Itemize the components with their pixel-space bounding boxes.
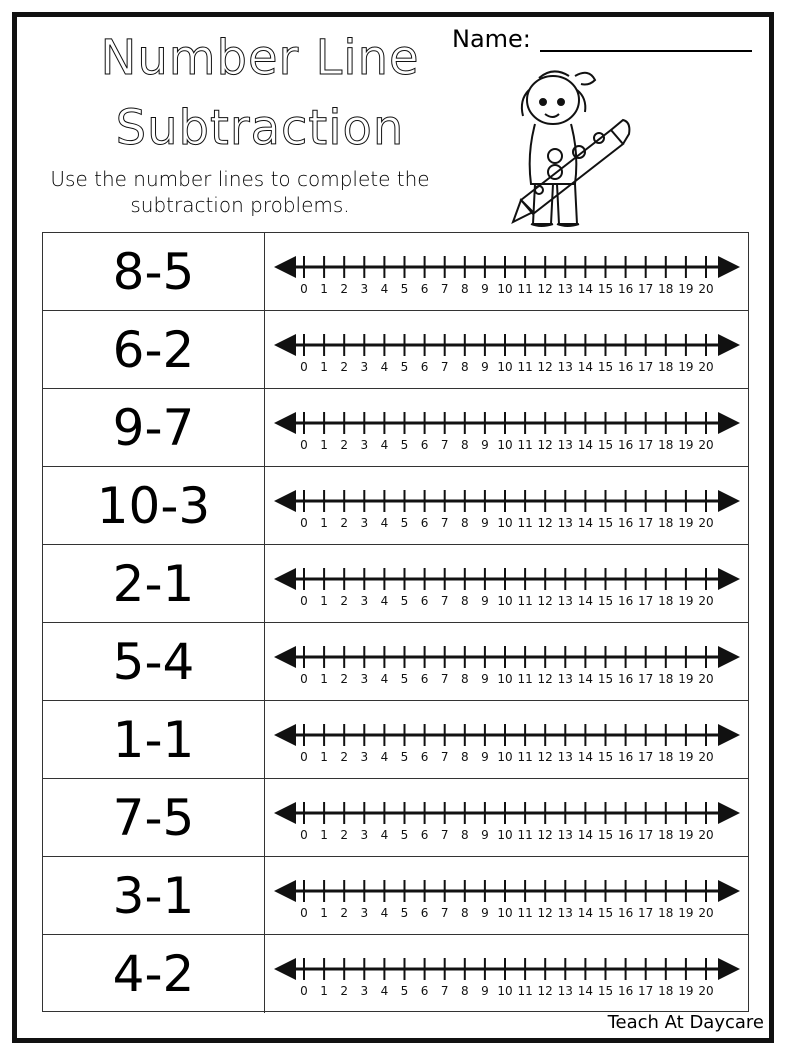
number-line-tick-label: 12 bbox=[537, 672, 553, 686]
number-line-tick-label: 6 bbox=[420, 984, 429, 998]
problem-row bbox=[43, 545, 748, 623]
number-line-tick-label: 20 bbox=[698, 282, 714, 296]
problems-table bbox=[42, 232, 749, 1012]
number-line-tick-label: 8 bbox=[460, 984, 469, 998]
number-line-tick-label: 17 bbox=[638, 282, 654, 296]
number-line-tick-label: 6 bbox=[420, 594, 429, 608]
number-line-tick-label: 13 bbox=[557, 906, 573, 920]
number-line-tick-label: 16 bbox=[617, 750, 634, 764]
number-line-tick-label: 12 bbox=[537, 594, 553, 608]
number-line-tick-label: 12 bbox=[537, 906, 553, 920]
number-line-tick-label: 5 bbox=[400, 828, 409, 842]
number-line-tick-label: 19 bbox=[678, 282, 694, 296]
number-line-tick-label: 1 bbox=[320, 672, 328, 686]
number-line-tick-label: 7 bbox=[440, 360, 449, 374]
instructions: Use the number lines to complete the subtraction problems. bbox=[50, 167, 430, 217]
number-line-tick-label: 4 bbox=[380, 672, 389, 686]
number-line[interactable] bbox=[266, 311, 748, 388]
number-line-tick-label: 8 bbox=[460, 906, 469, 920]
problem-text: 1-1 bbox=[43, 701, 265, 778]
number-line-tick-label: 0 bbox=[300, 438, 308, 452]
number-line-tick-label: 2 bbox=[340, 594, 349, 608]
number-line-tick-label: 3 bbox=[360, 750, 369, 764]
number-line-tick-label: 20 bbox=[698, 516, 714, 530]
number-line-tick-label: 19 bbox=[678, 360, 694, 374]
number-line[interactable] bbox=[266, 467, 748, 544]
right-arrow-icon bbox=[718, 256, 740, 278]
problem-text: 3-1 bbox=[43, 857, 265, 934]
number-line-tick-label: 4 bbox=[380, 906, 389, 920]
number-line-tick-label: 7 bbox=[440, 906, 449, 920]
number-line-tick-label: 1 bbox=[320, 984, 328, 998]
number-line-tick-label: 14 bbox=[577, 282, 594, 296]
number-line-tick-label: 4 bbox=[380, 516, 389, 530]
number-line-tick-label: 18 bbox=[658, 750, 674, 764]
number-line-tick-label: 14 bbox=[577, 360, 594, 374]
number-line-tick-label: 15 bbox=[597, 360, 614, 374]
number-line-tick-label: 4 bbox=[380, 438, 389, 452]
number-line-tick-label: 5 bbox=[400, 516, 409, 530]
number-line-tick-label: 20 bbox=[698, 906, 714, 920]
left-arrow-icon bbox=[274, 490, 296, 512]
number-line-tick-label: 12 bbox=[537, 984, 553, 998]
number-line-tick-label: 16 bbox=[617, 906, 634, 920]
right-arrow-icon bbox=[718, 646, 740, 668]
number-line-tick-label: 20 bbox=[698, 594, 714, 608]
number-line-tick-label: 19 bbox=[678, 516, 694, 530]
number-line-tick-label: 8 bbox=[460, 828, 469, 842]
number-line-tick-label: 19 bbox=[678, 906, 694, 920]
number-line-tick-label: 7 bbox=[440, 672, 449, 686]
number-line-tick-label: 3 bbox=[360, 594, 369, 608]
number-line-tick-label: 13 bbox=[557, 594, 573, 608]
number-line-tick-label: 19 bbox=[678, 594, 694, 608]
number-line-tick-label: 16 bbox=[617, 360, 634, 374]
number-line-tick-label: 20 bbox=[698, 672, 714, 686]
number-line-tick-label: 11 bbox=[517, 594, 533, 608]
left-arrow-icon bbox=[274, 958, 296, 980]
number-line-tick-label: 14 bbox=[577, 594, 594, 608]
number-line-tick-label: 0 bbox=[300, 984, 308, 998]
number-line-tick-label: 4 bbox=[380, 750, 389, 764]
problem-row bbox=[43, 935, 748, 1013]
number-line-tick-label: 1 bbox=[320, 828, 328, 842]
left-arrow-icon bbox=[274, 568, 296, 590]
problem-row bbox=[43, 857, 748, 935]
number-line-tick-label: 1 bbox=[320, 906, 328, 920]
number-line-tick-label: 10 bbox=[497, 984, 513, 998]
problem-row bbox=[43, 467, 748, 545]
problem-text: 7-5 bbox=[43, 779, 265, 856]
number-line-tick-label: 19 bbox=[678, 828, 694, 842]
number-line-tick-label: 4 bbox=[380, 594, 389, 608]
number-line-tick-label: 2 bbox=[340, 516, 349, 530]
number-line-tick-label: 14 bbox=[577, 828, 594, 842]
number-line-tick-label: 5 bbox=[400, 594, 409, 608]
number-line-tick-label: 11 bbox=[517, 750, 533, 764]
left-arrow-icon bbox=[274, 880, 296, 902]
number-line-tick-label: 5 bbox=[400, 750, 409, 764]
number-line-tick-label: 16 bbox=[617, 516, 634, 530]
number-line-tick-label: 12 bbox=[537, 516, 553, 530]
problem-row bbox=[43, 623, 748, 701]
title-line-1: Number Line bbox=[100, 30, 420, 86]
problem-row bbox=[43, 779, 748, 857]
number-line-tick-label: 20 bbox=[698, 360, 714, 374]
number-line-tick-label: 5 bbox=[400, 984, 409, 998]
number-line-tick-label: 20 bbox=[698, 984, 714, 998]
number-line-tick-label: 17 bbox=[638, 438, 654, 452]
number-line-tick-label: 2 bbox=[340, 750, 349, 764]
number-line-tick-label: 6 bbox=[420, 828, 429, 842]
number-line-tick-label: 14 bbox=[577, 438, 594, 452]
problem-text: 9-7 bbox=[43, 389, 265, 466]
number-line-tick-label: 17 bbox=[638, 594, 654, 608]
number-line-tick-label: 9 bbox=[481, 750, 489, 764]
number-line-tick-label: 10 bbox=[497, 516, 513, 530]
right-arrow-icon bbox=[718, 568, 740, 590]
number-line-tick-label: 17 bbox=[638, 672, 654, 686]
left-arrow-icon bbox=[274, 334, 296, 356]
number-line-tick-label: 1 bbox=[320, 750, 328, 764]
number-line-tick-label: 4 bbox=[380, 360, 389, 374]
number-line-tick-label: 7 bbox=[440, 750, 449, 764]
number-line-tick-label: 2 bbox=[340, 984, 349, 998]
number-line[interactable] bbox=[266, 389, 748, 466]
number-line-tick-label: 14 bbox=[577, 750, 594, 764]
number-line-tick-label: 9 bbox=[481, 984, 489, 998]
number-line-tick-label: 6 bbox=[420, 672, 429, 686]
number-line-tick-label: 11 bbox=[517, 672, 533, 686]
number-line-tick-label: 1 bbox=[320, 360, 328, 374]
number-line-tick-label: 2 bbox=[340, 438, 349, 452]
number-line-tick-label: 13 bbox=[557, 984, 573, 998]
number-line-tick-label: 5 bbox=[400, 282, 409, 296]
number-line-tick-label: 3 bbox=[360, 984, 369, 998]
number-line-tick-label: 3 bbox=[360, 828, 369, 842]
number-line-tick-label: 10 bbox=[497, 438, 513, 452]
number-line-tick-label: 11 bbox=[517, 984, 533, 998]
number-line-tick-label: 4 bbox=[380, 828, 389, 842]
number-line-tick-label: 9 bbox=[481, 282, 489, 296]
footer-credit: Teach At Daycare bbox=[607, 1012, 764, 1033]
number-line-tick-label: 4 bbox=[380, 984, 389, 998]
right-arrow-icon bbox=[718, 334, 740, 356]
problem-text: 2-1 bbox=[43, 545, 265, 622]
title-line-2: Subtraction bbox=[115, 100, 405, 156]
problem-row bbox=[43, 311, 748, 389]
number-line-tick-label: 12 bbox=[537, 282, 553, 296]
number-line-tick-label: 13 bbox=[557, 282, 573, 296]
number-line-tick-label: 13 bbox=[557, 828, 573, 842]
number-line-tick-label: 19 bbox=[678, 672, 694, 686]
right-arrow-icon bbox=[718, 412, 740, 434]
number-line-tick-label: 0 bbox=[300, 750, 308, 764]
number-line-tick-label: 2 bbox=[340, 672, 349, 686]
number-line-tick-label: 3 bbox=[360, 360, 369, 374]
left-arrow-icon bbox=[274, 724, 296, 746]
left-arrow-icon bbox=[274, 412, 296, 434]
number-line-tick-label: 13 bbox=[557, 516, 573, 530]
number-line-tick-label: 11 bbox=[517, 516, 533, 530]
number-line-tick-label: 11 bbox=[517, 828, 533, 842]
number-line-tick-label: 11 bbox=[517, 906, 533, 920]
number-line-tick-label: 8 bbox=[460, 360, 469, 374]
number-line-tick-label: 18 bbox=[658, 438, 674, 452]
number-line-tick-label: 5 bbox=[400, 438, 409, 452]
right-arrow-icon bbox=[718, 958, 740, 980]
number-line-tick-label: 3 bbox=[360, 516, 369, 530]
number-line-tick-label: 2 bbox=[340, 906, 349, 920]
number-line-tick-label: 17 bbox=[638, 750, 654, 764]
number-line-tick-label: 10 bbox=[497, 282, 513, 296]
number-line-tick-label: 0 bbox=[300, 360, 308, 374]
number-line-tick-label: 14 bbox=[577, 906, 594, 920]
number-line-tick-label: 8 bbox=[460, 282, 469, 296]
number-line-tick-label: 16 bbox=[617, 438, 634, 452]
left-arrow-icon bbox=[274, 646, 296, 668]
number-line-tick-label: 7 bbox=[440, 282, 449, 296]
number-line-tick-label: 3 bbox=[360, 438, 369, 452]
number-line-tick-label: 1 bbox=[320, 594, 328, 608]
number-line-tick-label: 15 bbox=[597, 984, 614, 998]
number-line[interactable] bbox=[266, 935, 748, 1013]
number-line-tick-label: 13 bbox=[557, 438, 573, 452]
number-line-tick-label: 6 bbox=[420, 360, 429, 374]
number-line-tick-label: 9 bbox=[481, 594, 489, 608]
number-line-tick-label: 10 bbox=[497, 672, 513, 686]
problem-text: 10-3 bbox=[43, 467, 265, 544]
number-line-tick-label: 17 bbox=[638, 360, 654, 374]
number-line[interactable] bbox=[266, 233, 748, 310]
right-arrow-icon bbox=[718, 490, 740, 512]
number-line-tick-label: 9 bbox=[481, 906, 489, 920]
girl-with-pencil-illustration bbox=[495, 60, 645, 235]
problem-row bbox=[43, 701, 748, 779]
number-line-tick-label: 16 bbox=[617, 828, 634, 842]
number-line-tick-label: 2 bbox=[340, 360, 349, 374]
number-line-tick-label: 13 bbox=[557, 672, 573, 686]
number-line-tick-label: 9 bbox=[481, 360, 489, 374]
number-line-tick-label: 15 bbox=[597, 594, 614, 608]
number-line[interactable] bbox=[266, 545, 748, 622]
left-arrow-icon bbox=[274, 256, 296, 278]
right-arrow-icon bbox=[718, 880, 740, 902]
number-line-tick-label: 18 bbox=[658, 984, 674, 998]
number-line-tick-label: 16 bbox=[617, 672, 634, 686]
name-field[interactable] bbox=[540, 50, 752, 52]
number-line-tick-label: 18 bbox=[658, 828, 674, 842]
number-line-tick-label: 10 bbox=[497, 594, 513, 608]
number-line-tick-label: 18 bbox=[658, 594, 674, 608]
number-line-tick-label: 7 bbox=[440, 984, 449, 998]
number-line-tick-label: 7 bbox=[440, 828, 449, 842]
number-line-tick-label: 6 bbox=[420, 906, 429, 920]
number-line[interactable] bbox=[266, 701, 748, 778]
problem-text: 4-2 bbox=[43, 935, 265, 1013]
number-line-tick-label: 10 bbox=[497, 906, 513, 920]
number-line-tick-label: 6 bbox=[420, 750, 429, 764]
left-arrow-icon bbox=[274, 802, 296, 824]
right-arrow-icon bbox=[718, 802, 740, 824]
number-line-tick-label: 9 bbox=[481, 828, 489, 842]
number-line-tick-label: 12 bbox=[537, 438, 553, 452]
number-line-tick-label: 14 bbox=[577, 984, 594, 998]
number-line[interactable] bbox=[266, 623, 748, 700]
number-line-tick-label: 15 bbox=[597, 438, 614, 452]
number-line-tick-label: 20 bbox=[698, 828, 714, 842]
number-line-tick-label: 17 bbox=[638, 516, 654, 530]
number-line-tick-label: 15 bbox=[597, 828, 614, 842]
number-line-tick-label: 9 bbox=[481, 672, 489, 686]
number-line-tick-label: 0 bbox=[300, 282, 308, 296]
number-line-tick-label: 11 bbox=[517, 438, 533, 452]
number-line-tick-label: 19 bbox=[678, 984, 694, 998]
number-line-tick-label: 12 bbox=[537, 750, 553, 764]
number-line-tick-label: 6 bbox=[420, 282, 429, 296]
number-line-tick-label: 4 bbox=[380, 282, 389, 296]
number-line-tick-label: 16 bbox=[617, 984, 634, 998]
number-line-tick-label: 1 bbox=[320, 282, 328, 296]
number-line-tick-label: 9 bbox=[481, 516, 489, 530]
name-label: Name: bbox=[452, 25, 531, 53]
number-line-tick-label: 16 bbox=[617, 594, 634, 608]
number-line-tick-label: 9 bbox=[481, 438, 489, 452]
number-line-tick-label: 3 bbox=[360, 672, 369, 686]
number-line-tick-label: 5 bbox=[400, 906, 409, 920]
number-line-tick-label: 17 bbox=[638, 906, 654, 920]
number-line-tick-label: 7 bbox=[440, 516, 449, 530]
number-line-tick-label: 20 bbox=[698, 438, 714, 452]
number-line-tick-label: 13 bbox=[557, 750, 573, 764]
number-line-tick-label: 15 bbox=[597, 282, 614, 296]
number-line-tick-label: 18 bbox=[658, 360, 674, 374]
number-line-tick-label: 15 bbox=[597, 516, 614, 530]
number-line-tick-label: 11 bbox=[517, 360, 533, 374]
number-line-tick-label: 0 bbox=[300, 828, 308, 842]
number-line[interactable] bbox=[266, 779, 748, 856]
number-line-tick-label: 8 bbox=[460, 516, 469, 530]
number-line-tick-label: 5 bbox=[400, 672, 409, 686]
right-arrow-icon bbox=[718, 724, 740, 746]
number-line-tick-label: 6 bbox=[420, 516, 429, 530]
number-line-tick-label: 1 bbox=[320, 516, 328, 530]
number-line-tick-label: 15 bbox=[597, 672, 614, 686]
problem-text: 5-4 bbox=[43, 623, 265, 700]
number-line-tick-label: 19 bbox=[678, 750, 694, 764]
number-line-tick-label: 10 bbox=[497, 750, 513, 764]
number-line-tick-label: 0 bbox=[300, 906, 308, 920]
number-line-tick-label: 12 bbox=[537, 828, 553, 842]
number-line-tick-label: 1 bbox=[320, 438, 328, 452]
number-line-tick-label: 3 bbox=[360, 906, 369, 920]
number-line-tick-label: 17 bbox=[638, 828, 654, 842]
number-line-tick-label: 13 bbox=[557, 360, 573, 374]
number-line-tick-label: 10 bbox=[497, 360, 513, 374]
problem-text: 6-2 bbox=[43, 311, 265, 388]
number-line-tick-label: 14 bbox=[577, 672, 594, 686]
number-line-tick-label: 11 bbox=[517, 282, 533, 296]
number-line-tick-label: 7 bbox=[440, 594, 449, 608]
number-line-tick-label: 3 bbox=[360, 282, 369, 296]
problem-row bbox=[43, 389, 748, 467]
number-line-tick-label: 16 bbox=[617, 282, 634, 296]
number-line-tick-label: 0 bbox=[300, 594, 308, 608]
number-line-tick-label: 2 bbox=[340, 828, 349, 842]
number-line-tick-label: 15 bbox=[597, 906, 614, 920]
number-line-tick-label: 18 bbox=[658, 906, 674, 920]
number-line-tick-label: 7 bbox=[440, 438, 449, 452]
number-line-tick-label: 18 bbox=[658, 672, 674, 686]
number-line-tick-label: 0 bbox=[300, 516, 308, 530]
number-line-tick-label: 18 bbox=[658, 282, 674, 296]
number-line-tick-label: 5 bbox=[400, 360, 409, 374]
number-line-tick-label: 0 bbox=[300, 672, 308, 686]
number-line-tick-label: 12 bbox=[537, 360, 553, 374]
number-line-tick-label: 2 bbox=[340, 282, 349, 296]
problem-row bbox=[43, 233, 748, 311]
number-line-tick-label: 10 bbox=[497, 828, 513, 842]
number-line-tick-label: 8 bbox=[460, 594, 469, 608]
number-line-tick-label: 18 bbox=[658, 516, 674, 530]
number-line-tick-label: 20 bbox=[698, 750, 714, 764]
number-line-tick-label: 8 bbox=[460, 438, 469, 452]
number-line-tick-label: 15 bbox=[597, 750, 614, 764]
number-line[interactable] bbox=[266, 857, 748, 934]
number-line-tick-label: 8 bbox=[460, 672, 469, 686]
problem-text: 8-5 bbox=[43, 233, 265, 310]
number-line-tick-label: 17 bbox=[638, 984, 654, 998]
number-line-tick-label: 6 bbox=[420, 438, 429, 452]
number-line-tick-label: 19 bbox=[678, 438, 694, 452]
number-line-tick-label: 14 bbox=[577, 516, 594, 530]
number-line-tick-label: 8 bbox=[460, 750, 469, 764]
